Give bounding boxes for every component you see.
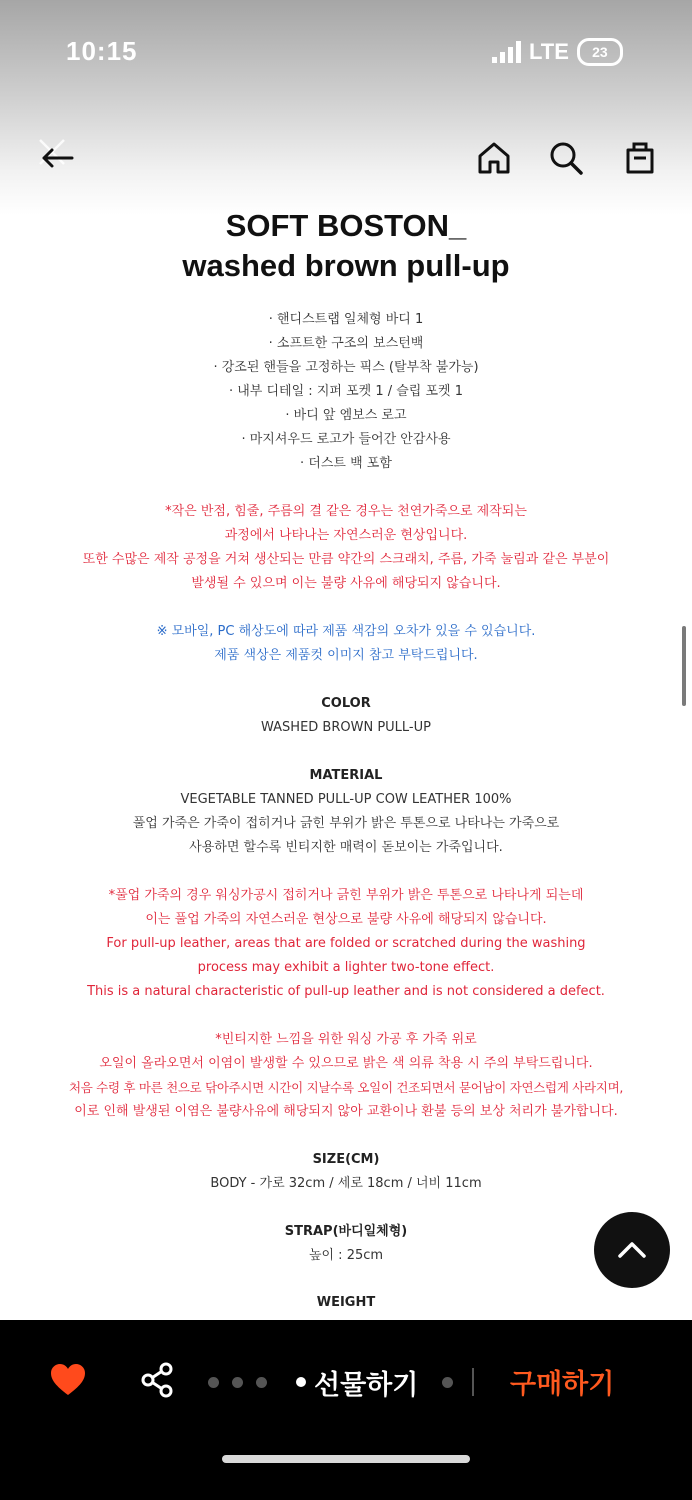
material-section	[0, 764, 692, 860]
separator-dot	[442, 1377, 453, 1388]
signal-icon	[492, 41, 521, 63]
size-value: BODY - 가로 32cm / 세로 18cm / 너비 11cm	[210, 1176, 482, 1191]
shopping-bag-icon	[620, 138, 660, 178]
notice-line: 오일이 올라오면서 이염이 발생할 수 있으므로 밝은 색 의류 착용 시 주의 부탁드립니다.	[99, 1056, 593, 1071]
back-arrow-icon	[32, 132, 76, 176]
strap-value: 높이 : 25cm	[308, 1248, 384, 1263]
status-bar	[0, 0, 692, 100]
feature-item: · 강조된 핸들을 고정하는 픽스 (탈부착 불가능)	[213, 360, 479, 375]
notice-line: 처음 수령 후 마른 천으로 닦아주시면 시간이 지날수록 오일이 건조되면서 묻어남이 자연스럽게 사라지며,	[68, 1080, 624, 1095]
scroll-to-top-button[interactable]	[594, 1212, 670, 1288]
color-heading: COLOR	[321, 696, 371, 711]
gift-button[interactable]	[296, 1362, 418, 1402]
gift-label: 선물하기	[314, 1369, 419, 1401]
feature-item: · 소프트한 구조의 보스턴백	[268, 336, 424, 351]
battery-icon	[577, 38, 623, 66]
material-line: 풀업 가죽은 가죽이 접히거나 긁힌 부위가 밝은 투톤으로 나타나는 가죽으로	[132, 816, 560, 831]
search-button[interactable]	[540, 132, 592, 184]
feature-item: · 더스트 백 포함	[300, 456, 392, 471]
material-line: VEGETABLE TANNED PULL-UP COW LEATHER 100%	[180, 792, 512, 807]
notice-line: *풀업 가죽의 경우 워싱가공시 접히거나 긁힌 부위가 밝은 투톤으로 나타나게 되는데	[108, 888, 584, 903]
weight-section	[0, 1291, 692, 1315]
color-value: WASHED BROWN PULL-UP	[261, 720, 431, 735]
color-section	[0, 692, 692, 740]
notice-line: 발생될 수 있으며 이는 불량 사유에 해당되지 않습니다.	[191, 576, 501, 591]
feature-item: · 내부 디테일 : 지퍼 포켓 1 / 슬립 포켓 1	[228, 384, 463, 399]
leather-notice	[0, 500, 692, 596]
size-section	[0, 1148, 692, 1196]
pullup-notice	[0, 884, 692, 1004]
network-label: LTE	[529, 39, 569, 64]
scrollbar[interactable]	[682, 626, 686, 706]
notice-line: 제품 색상은 제품컷 이미지 참고 부탁드립니다.	[214, 648, 478, 663]
notice-line: *작은 반점, 힘줄, 주름의 결 같은 경우는 천연가죽으로 제작되는	[165, 504, 527, 519]
separator-line	[472, 1368, 474, 1396]
bottom-action-bar	[0, 1320, 692, 1500]
feature-item: · 바디 앞 엠보스 로고	[285, 408, 407, 423]
buy-button[interactable]: 구매하기	[510, 1369, 615, 1400]
notice-line: ※ 모바일, PC 해상도에 따라 제품 색감의 오차가 있을 수 있습니다.	[156, 624, 536, 639]
strap-section	[0, 1220, 692, 1268]
feature-item: · 마지셔우드 로고가 들어간 안감사용	[241, 432, 451, 447]
battery-level: 23	[592, 44, 608, 60]
product-title-line1: SOFT BOSTON_	[225, 208, 467, 243]
color-notice	[0, 620, 692, 668]
wishlist-button[interactable]	[48, 1360, 88, 1400]
home-indicator[interactable]	[222, 1455, 470, 1463]
weight-heading: WEIGHT	[316, 1295, 376, 1310]
notice-line: 이는 풀업 가죽의 자연스러운 현상으로 불량 사유에 해당되지 않습니다.	[145, 912, 547, 927]
feature-list	[0, 308, 692, 476]
product-title-line2: washed brown pull-up	[182, 248, 510, 283]
search-icon	[546, 138, 586, 178]
notice-line: process may exhibit a lighter two-tone effect.	[197, 960, 495, 975]
status-time: 10:15	[66, 36, 138, 66]
status-indicators	[492, 36, 623, 68]
notice-line: This is a natural characteristic of pull-up leather and is not considered a defect.	[87, 984, 605, 999]
product-description	[0, 200, 692, 1320]
back-button[interactable]	[28, 128, 80, 180]
home-button[interactable]	[468, 132, 520, 184]
notice-line: 이로 인해 발생된 이염은 불량사유에 해당되지 않아 교환이나 환불 등의 보상 처리가 불가합니다.	[74, 1104, 618, 1119]
dot	[296, 1377, 306, 1387]
home-icon	[474, 138, 514, 178]
material-heading: MATERIAL	[309, 768, 383, 783]
app-header	[0, 120, 692, 200]
notice-line: *빈티지한 느낌을 위한 워싱 가공 후 가죽 위로	[215, 1032, 477, 1047]
share-icon	[138, 1360, 178, 1400]
chevron-up-icon	[614, 1232, 650, 1268]
page-dots	[208, 1377, 267, 1388]
share-button[interactable]	[138, 1360, 178, 1400]
vintage-notice	[0, 1028, 692, 1124]
shopping-bag-button[interactable]	[614, 132, 666, 184]
notice-line: 과정에서 나타나는 자연스러운 현상입니다.	[224, 528, 468, 543]
notice-line: For pull-up leather, areas that are folded or scratched during the washing	[106, 936, 586, 951]
heart-icon	[48, 1360, 88, 1400]
feature-item: · 핸디스트랩 일체형 바디 1	[268, 312, 424, 327]
strap-heading: STRAP(바디일체형)	[284, 1224, 408, 1239]
size-heading: SIZE(CM)	[312, 1152, 380, 1167]
notice-line: 또한 수많은 제작 공정을 거쳐 생산되는 만큼 약간의 스크래치, 주름, 가죽 눌림과 같은 부분이	[82, 552, 610, 567]
material-line: 사용하면 할수록 빈티지한 매력이 돋보이는 가죽입니다.	[189, 840, 503, 855]
